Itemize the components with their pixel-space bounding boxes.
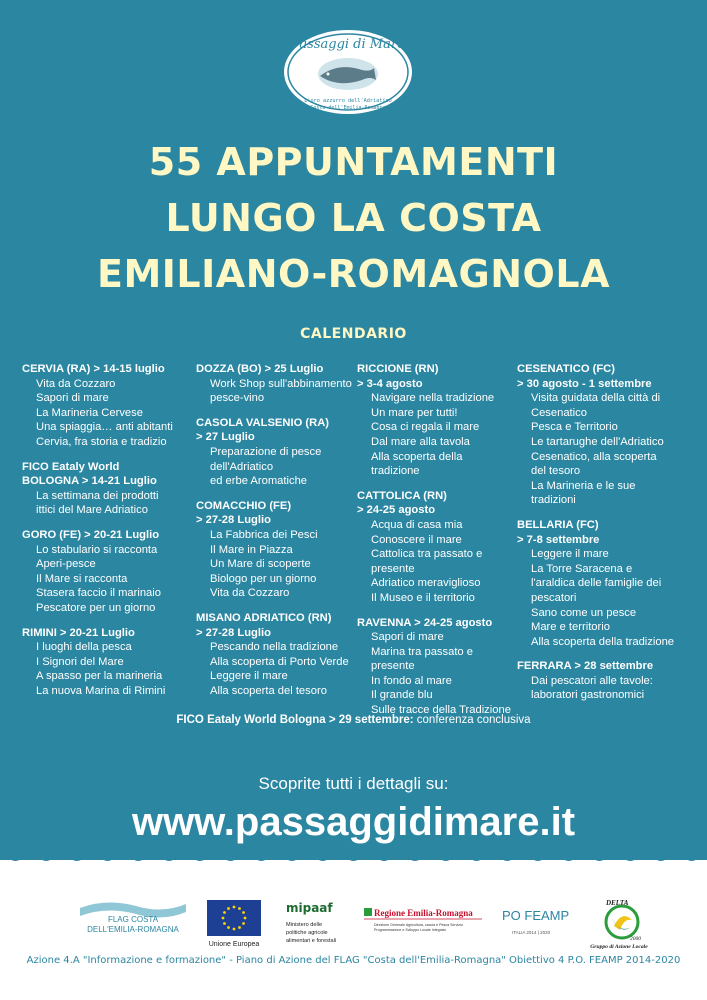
event-item: Vita da Cozzaro bbox=[36, 377, 116, 390]
event-item: Acqua di casa mia bbox=[371, 518, 463, 531]
event-item: Sapori di mare bbox=[371, 631, 444, 644]
event-item: Sapori di mare bbox=[36, 392, 109, 405]
event-location-date: RIMINI > 20-21 Luglio bbox=[22, 626, 135, 639]
event-item: Alla scoperta della tradizione bbox=[371, 450, 463, 478]
calendar-column-1 bbox=[22, 362, 190, 708]
event-item: ittici del Mare Adriatico bbox=[36, 504, 148, 517]
event-item: Un mare per tutti! bbox=[371, 406, 458, 419]
calendar-column-3 bbox=[357, 362, 513, 728]
delta-top: DELTA bbox=[606, 899, 629, 907]
event-item: Lo stabulario si racconta bbox=[36, 543, 158, 556]
mipaaf-sub3: alimentari e forestali bbox=[286, 938, 337, 944]
event-block bbox=[196, 362, 354, 406]
event-item: La settimana dei prodotti bbox=[36, 489, 159, 502]
event-item: Il Mare in Piazza bbox=[210, 543, 293, 556]
passaggi-di-mare-logo bbox=[278, 22, 418, 122]
eu-flag-logo bbox=[203, 900, 265, 950]
event-item: Visita guidata della città di bbox=[531, 392, 661, 405]
event-item: Cesenatico bbox=[531, 406, 587, 419]
delta-2000-logo bbox=[584, 896, 654, 952]
eu-star-icon bbox=[227, 926, 230, 929]
event-block bbox=[196, 416, 354, 489]
event-item: Il Museo e il territorio bbox=[371, 591, 475, 604]
logo-subline: Costa dell'Emilia-Romagna bbox=[310, 105, 386, 111]
event-item: La nuova Marina di Rimini bbox=[36, 684, 166, 697]
event-item: tradizioni bbox=[531, 494, 576, 507]
delta-sub: Gruppo di Azione Locale bbox=[590, 944, 648, 950]
event-item: Marina tra passato e bbox=[371, 645, 473, 658]
rer-sub2: Programmazione e Sviluppo Locale Integrato bbox=[374, 928, 446, 932]
flag-logo-line1: FLAG COSTA bbox=[107, 915, 159, 924]
eu-star-icon bbox=[233, 906, 236, 909]
event-block bbox=[517, 659, 693, 703]
event-location-date: RICCIONE (RN) bbox=[357, 363, 439, 375]
event-item: Leggere il mare bbox=[210, 670, 288, 683]
conclusion-text: conferenza conclusiva bbox=[413, 714, 531, 726]
event-item: Preparazione di pesce bbox=[210, 445, 322, 458]
event-item: pescatori bbox=[531, 591, 577, 604]
event-location-date: CATTOLICA (RN) bbox=[357, 489, 447, 502]
mipaaf-sub2: politiche agricole bbox=[286, 930, 328, 936]
event-location-date: RAVENNA > 24-25 agosto bbox=[357, 616, 493, 629]
event-item: ed erbe Aromatiche bbox=[210, 475, 308, 488]
eu-star-icon bbox=[223, 911, 226, 914]
regione-emilia-romagna-logo bbox=[362, 904, 484, 944]
event-block bbox=[357, 362, 513, 479]
event-item: Una spiaggia… anti abitanti bbox=[36, 421, 173, 434]
eu-star-icon bbox=[238, 926, 241, 929]
headline-line-1: 55 APPUNTAMENTI bbox=[148, 140, 559, 184]
event-item: laboratori gastronomici bbox=[531, 689, 645, 702]
event-block bbox=[517, 518, 693, 649]
event-item: dell'Adriatico bbox=[210, 460, 274, 473]
event-item: Sano come un pesce bbox=[531, 606, 637, 619]
event-item: Leggere il mare bbox=[531, 548, 609, 561]
logo-name: Passaggi di Mare bbox=[291, 37, 405, 52]
event-item: Dal mare alla tavola bbox=[371, 435, 470, 448]
event-item: Mare e territorio bbox=[531, 621, 610, 634]
rer-name: Regione Emilia-Romagna bbox=[374, 908, 473, 918]
pofeamp-name: PO FEAMP bbox=[502, 908, 570, 923]
website-link[interactable]: www.passaggidimare.it bbox=[131, 800, 576, 844]
event-location-date-cont: BOLOGNA > 14-21 Luglio bbox=[22, 475, 157, 488]
event-item: presente bbox=[371, 562, 415, 575]
event-item: del tesoro bbox=[531, 465, 581, 478]
event-location-date: CESENATICO (FC) bbox=[517, 363, 615, 375]
event-item: Sulle tracce della Tradizione bbox=[371, 704, 511, 717]
event-location-date: FICO Eataly World bbox=[22, 460, 120, 473]
headline-line-3: EMILIANO-ROMAGNOLA bbox=[97, 252, 610, 296]
event-item: Aperi-pesce bbox=[36, 558, 96, 571]
event-item: La Marineria Cervese bbox=[36, 406, 143, 419]
event-item: Biologo per un giorno bbox=[210, 572, 317, 585]
headline-line-2: LUNGO LA COSTA bbox=[165, 196, 542, 240]
eu-star-icon bbox=[244, 917, 247, 920]
event-location-date-cont: > 7-8 settembre bbox=[517, 533, 600, 546]
eu-star-icon bbox=[238, 907, 241, 910]
flag-costa-logo bbox=[76, 898, 190, 938]
event-block bbox=[196, 499, 354, 601]
event-block bbox=[517, 362, 693, 508]
event-location-date: FERRARA > 28 settembre bbox=[517, 660, 654, 673]
event-item: Cattolica tra passato e bbox=[371, 548, 483, 561]
mipaaf-logo bbox=[282, 900, 352, 954]
event-item: Il Mare si racconta bbox=[36, 572, 128, 585]
event-item: Vita da Cozzaro bbox=[210, 587, 290, 600]
event-location-date-cont: > 30 agosto - 1 settembre bbox=[517, 377, 652, 390]
event-item: Pescando nella tradizione bbox=[210, 641, 339, 654]
delta-year: 2000 bbox=[630, 936, 641, 942]
event-item: Adriatico meraviglioso bbox=[371, 577, 481, 590]
event-location-date: COMACCHIO (FE) bbox=[196, 499, 292, 512]
conclusion-note bbox=[0, 714, 707, 726]
event-item: pesce-vino bbox=[210, 392, 265, 405]
eu-star-icon bbox=[242, 911, 245, 914]
mipaaf-sub1: Ministero delle bbox=[286, 922, 323, 928]
event-item: In fondo al mare bbox=[371, 674, 452, 687]
event-item: Pescatore per un giorno bbox=[36, 601, 156, 614]
event-location-date: CASOLA VALSENIO (RA) bbox=[196, 416, 330, 429]
event-location-date: GORO (FE) > 20-21 Luglio bbox=[22, 528, 160, 541]
event-location-date-cont: > 24-25 agosto bbox=[357, 504, 436, 517]
event-location-date: CERVIA (RA) > 14-15 luglio bbox=[22, 363, 165, 375]
conclusion-date: FICO Eataly World Bologna > 29 settembre: bbox=[176, 714, 414, 726]
event-item: l'araldica delle famiglie dei bbox=[531, 577, 662, 590]
event-item: Work Shop sull'abbinamento bbox=[210, 377, 352, 390]
event-item: La Torre Saracena e bbox=[531, 562, 633, 575]
event-item: Il grande blu bbox=[371, 689, 433, 702]
event-block bbox=[22, 626, 190, 699]
event-item: Cosa ci regala il mare bbox=[371, 421, 480, 434]
event-location-date-cont: > 27-28 Luglio bbox=[196, 626, 271, 639]
event-item: Alla scoperta del tesoro bbox=[210, 684, 327, 697]
event-item: Cervia, fra storia e tradizio bbox=[36, 435, 167, 448]
event-block bbox=[196, 611, 354, 699]
event-item: Un Mare di scoperte bbox=[210, 558, 311, 571]
event-location-date: MISANO ADRIATICO (RN) bbox=[196, 611, 332, 624]
event-item: Le tartarughe dell'Adriatico bbox=[531, 435, 664, 448]
eu-star-icon bbox=[233, 928, 236, 931]
calendar-column-4 bbox=[517, 362, 693, 713]
event-location-date-cont: > 27 Luglio bbox=[196, 431, 255, 444]
eu-star-icon bbox=[223, 922, 226, 925]
mipaaf-name: mipaaf bbox=[286, 901, 333, 915]
footer-text: Azione 4.A "Informazione e formazione" - Piano di Azione del FLAG "Costa dell'Emilia-Romagna" Obiettivo 4 P.O. FEAMP 2014-2020 bbox=[26, 955, 681, 966]
event-item: Alla scoperta di Porto Verde bbox=[210, 655, 349, 668]
eu-label: Unione Europea bbox=[208, 941, 260, 948]
event-location-date: BELLARIA (FC) bbox=[517, 518, 599, 531]
event-item: I Signori del Mare bbox=[36, 655, 124, 668]
event-item: presente bbox=[371, 660, 415, 673]
event-block bbox=[357, 489, 513, 606]
event-item: Alla scoperta della tradizione bbox=[531, 635, 675, 648]
event-location-date: DOZZA (BO) > 25 Luglio bbox=[196, 363, 324, 375]
event-item: Stasera faccio il marinaio bbox=[36, 587, 161, 600]
eu-star-icon bbox=[227, 907, 230, 910]
event-item: A spasso per la marineria bbox=[36, 670, 163, 683]
eu-star-icon bbox=[242, 922, 245, 925]
discover-text: Scoprite tutti i dettagli su: bbox=[258, 774, 449, 793]
eu-star-icon bbox=[222, 917, 225, 920]
event-block bbox=[22, 362, 190, 450]
event-location-date-cont: > 3-4 agosto bbox=[357, 377, 423, 390]
event-item: Conoscere il mare bbox=[371, 533, 462, 546]
event-item: Navigare nella tradizione bbox=[371, 392, 495, 405]
event-item: I luoghi della pesca bbox=[36, 641, 132, 654]
event-item: Dai pescatori alle tavole: bbox=[531, 674, 653, 687]
logo-tagline: L'oro azzurro dell'Adriatico bbox=[304, 98, 392, 104]
event-location-date-cont: > 27-28 Luglio bbox=[196, 514, 271, 527]
po-feamp-logo bbox=[500, 906, 570, 938]
pofeamp-sub: ITALIA 2014 | 2020 bbox=[512, 930, 551, 935]
event-block bbox=[357, 616, 513, 718]
event-item: La Fabbrica dei Pesci bbox=[210, 528, 318, 541]
event-block bbox=[22, 460, 190, 518]
rer-sub1: Direzione Generale Agricoltura, caccia e Pesca Servizio bbox=[374, 923, 463, 927]
event-block bbox=[22, 528, 190, 616]
event-item: Pesca e Territorio bbox=[531, 421, 618, 434]
calendar-title: CALENDARIO bbox=[300, 326, 407, 342]
flag-logo-line2: DELL'EMILIA-ROMAGNA bbox=[87, 925, 179, 934]
event-item: La Marineria e le sue bbox=[531, 479, 636, 492]
event-item: Cesenatico, alla scoperta bbox=[531, 450, 657, 463]
calendar-column-2 bbox=[196, 362, 354, 708]
